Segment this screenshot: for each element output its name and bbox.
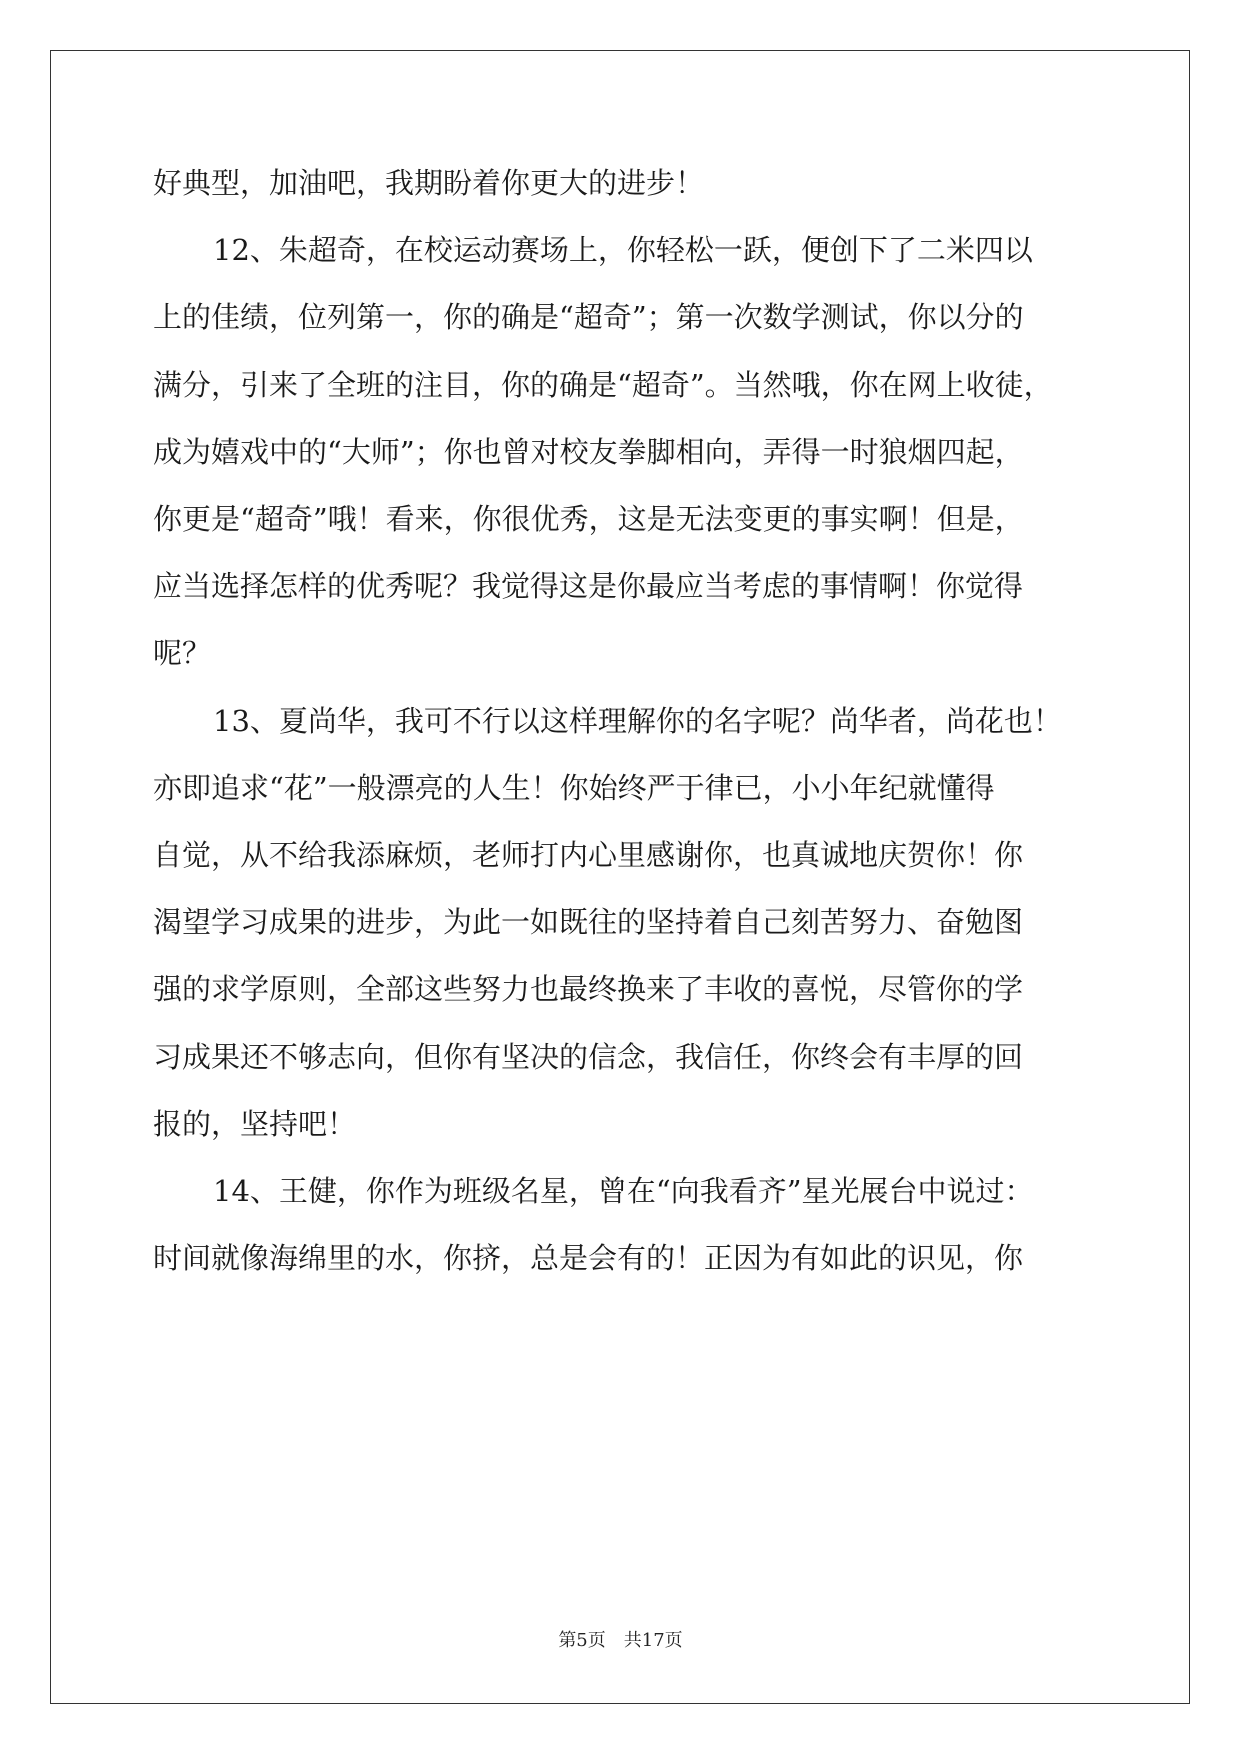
text-line: 13、夏尚华，我可不行以这样理解你的名字呢？尚华者，尚花也！ (213, 703, 1062, 738)
paragraph-continuation (153, 150, 1093, 217)
paragraph-12 (153, 217, 1093, 687)
page-number-footer: 第5页 共17页 (558, 1630, 683, 1651)
paragraph-14 (153, 1158, 1093, 1292)
text-line: 亦即追求“花”一般漂亮的人生！你始终严于律已，小小年纪就懂得 (153, 770, 995, 805)
text-line: 应当选择怎样的优秀呢？我觉得这是你最应当考虑的事情啊！你觉得 (153, 569, 1024, 604)
text-line: 上的佳绩，位列第一，你的确是“超奇”；第一次数学测试，你以分的 (153, 300, 1024, 335)
text-line: 好典型，加油吧，我期盼着你更大的进步！ (153, 166, 705, 200)
text-line: 渴望学习成果的进步，为此一如既往的坚持着自己刻苦努力、奋勉图 (153, 905, 1024, 940)
document-body (153, 150, 1093, 1292)
text-line: 14、王健，你作为班级名星，曾在“向我看齐”星光展台中说过： (213, 1174, 1034, 1209)
text-line: 自觉，从不给我添麻烦，老师打内心里感谢你，也真诚地庆贺你！你 (153, 838, 1024, 873)
text-line: 成为嬉戏中的“大师”；你也曾对校友拳脚相向，弄得一时狼烟四起， (153, 434, 1024, 469)
text-line: 呢？ (153, 636, 212, 671)
text-line: 习成果还不够志向，但你有坚决的信念，我信任，你终会有丰厚的回 (153, 1039, 1024, 1074)
text-line: 强的求学原则，全部这些努力也最终换来了丰收的喜悦，尽管你的学 (153, 972, 1024, 1007)
text-line: 你更是“超奇”哦！看来，你很优秀，这是无法变更的事实啊！但是， (153, 502, 1024, 537)
text-line: 报的，坚持吧！ (153, 1106, 357, 1141)
paragraph-13 (153, 688, 1093, 1158)
text-line: 满分，引来了全班的注目，你的确是“超奇”。当然哦，你在网上收徒， (153, 367, 1053, 402)
text-line: 时间就像海绵里的水，你挤，总是会有的！正因为有如此的识见，你 (153, 1241, 1024, 1276)
text-line: 12、朱超奇，在校运动赛场上，你轻松一跃，便创下了二米四以 (213, 233, 1033, 268)
